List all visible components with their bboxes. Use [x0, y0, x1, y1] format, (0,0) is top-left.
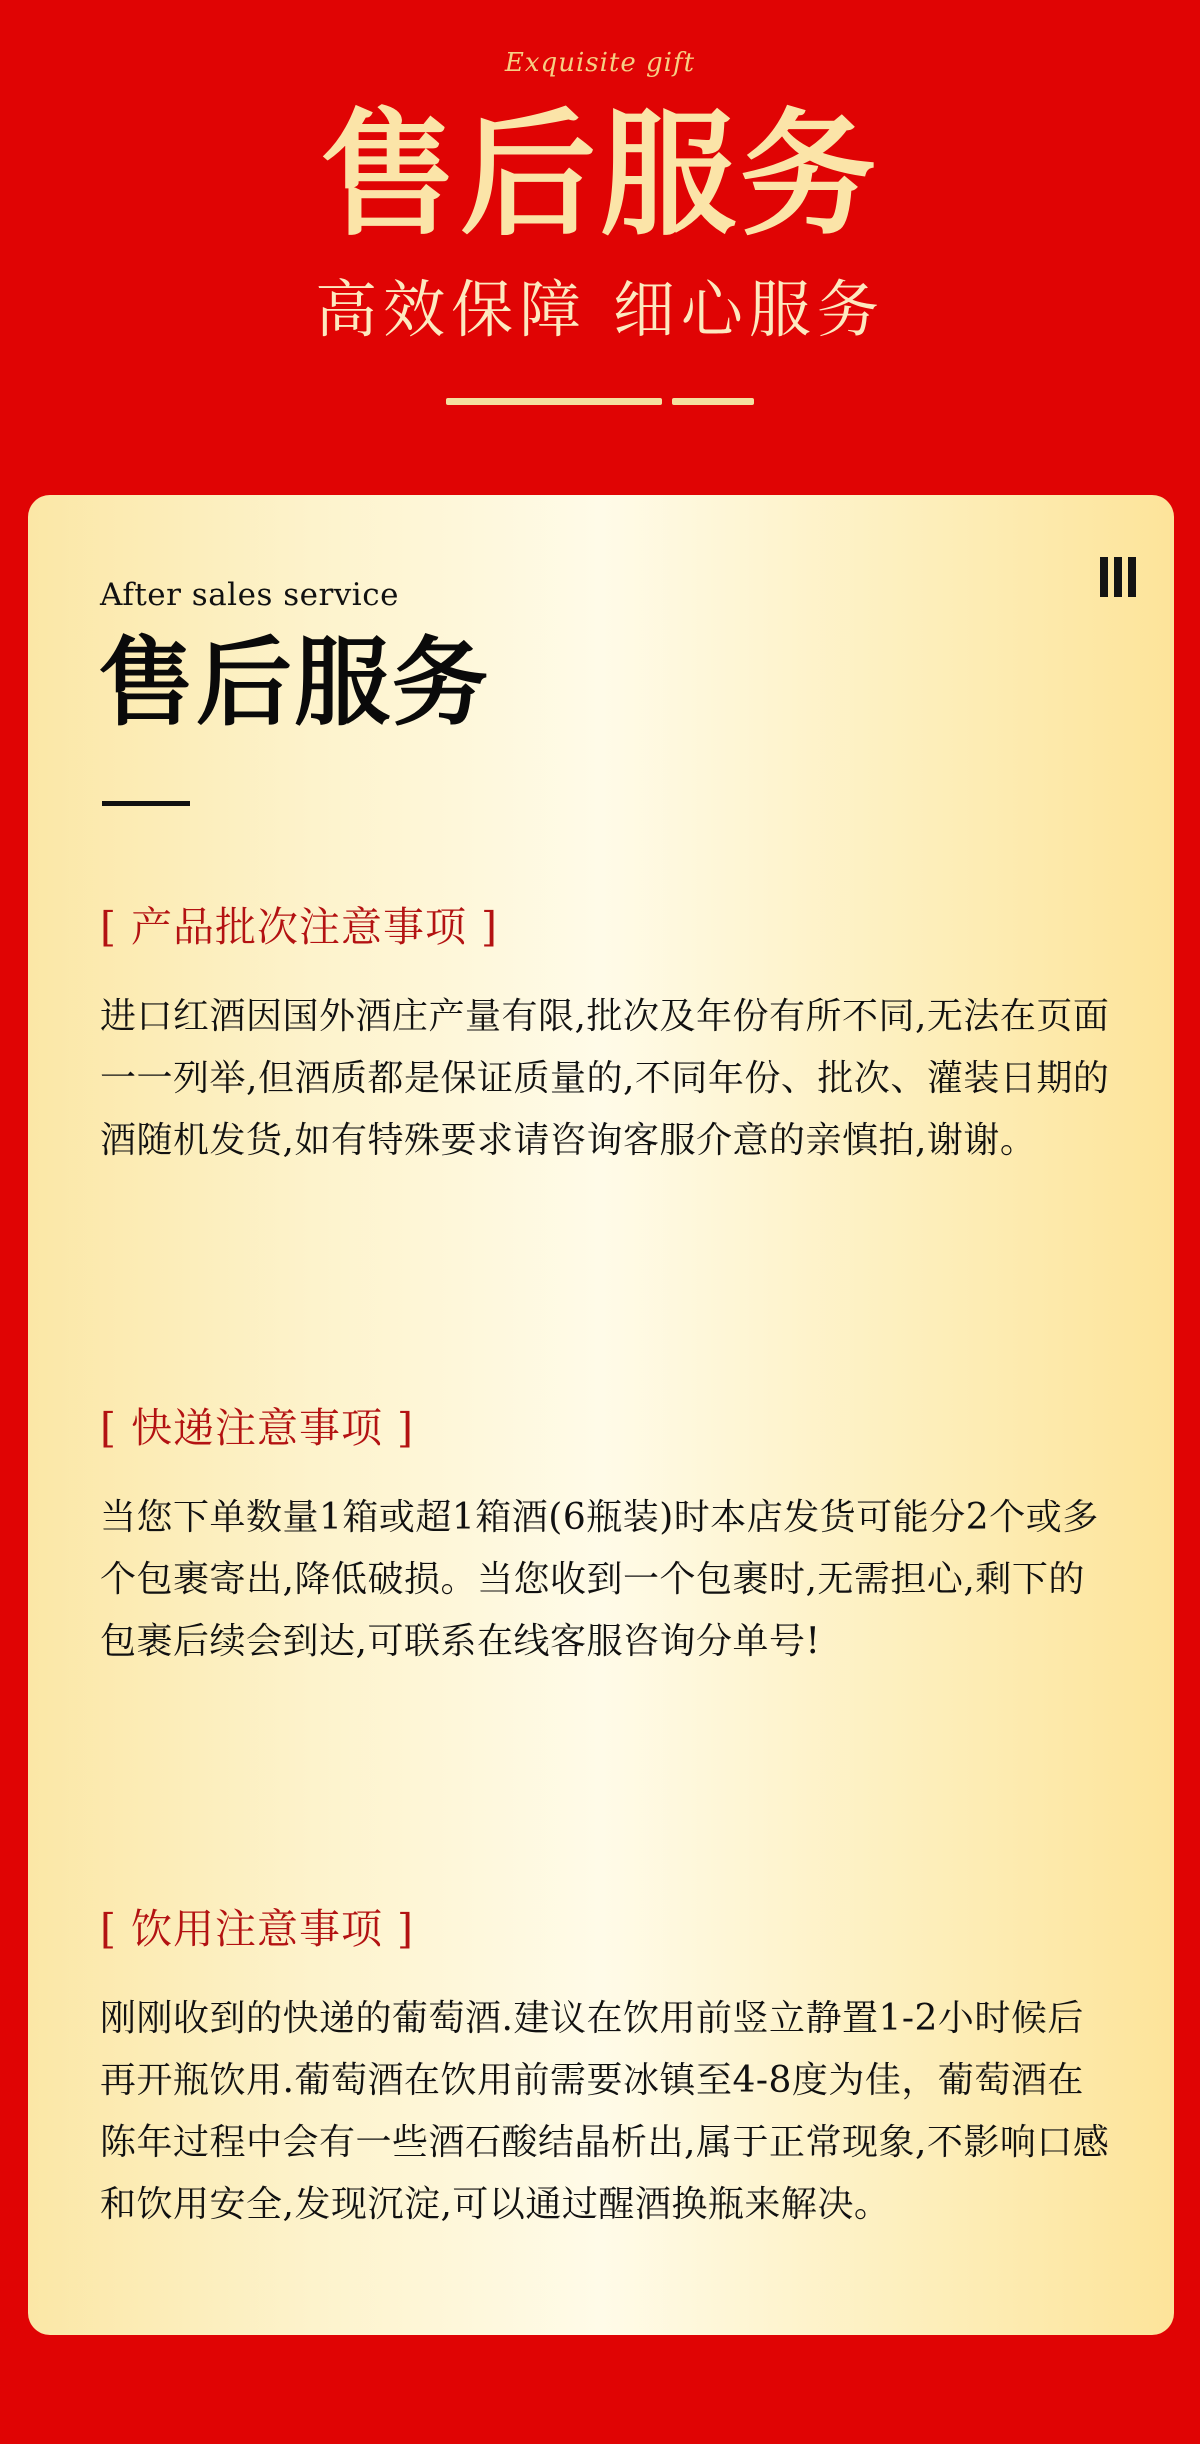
decorative-bar-short: [672, 398, 754, 405]
section-title: [ 饮用注意事项 ]: [100, 1905, 415, 1953]
title-divider: [102, 801, 190, 806]
card-title: 售后服务: [98, 626, 490, 739]
menu-bars-icon: [1098, 557, 1138, 597]
after-sales-card: [28, 495, 1174, 2335]
section-title: [ 产品批次注意事项 ]: [100, 903, 499, 951]
section-body: 刚刚收到的快递的葡萄酒.建议在饮用前竖立静置1-2小时候后再开瓶饮用.葡萄酒在饮用前需要冰镇至4-8度为佳，葡萄酒在陈年过程中会有一些酒石酸结晶析出,属于正常现象,不影响口感和饮用安全,发现沉淀,可以通过醒酒换瓶来解决。: [100, 1998, 1110, 2225]
section-body: 进口红酒因国外酒庄产量有限,批次及年份有所不同,无法在页面一一列举,但酒质都是保证质量的,不同年份、批次、灌装日期的酒随机发货,如有特殊要求请咨询客服介意的亲慎拍,谢谢。: [100, 996, 1110, 1161]
decorative-bar-long: [446, 398, 662, 405]
section-shipping: [100, 1401, 1110, 1673]
hero-banner: [0, 0, 1200, 495]
card-eyebrow: After sales service: [100, 577, 399, 613]
section-drinking: [100, 1902, 1110, 2236]
section-product-batch: [100, 900, 1110, 1172]
section-title: [ 快递注意事项 ]: [100, 1404, 415, 1452]
hero-eyebrow: Exquisite gift: [504, 48, 696, 78]
section-body: 当您下单数量1箱或超1箱酒(6瓶装)时本店发货可能分2个或多个包裹寄出,降低破损。当您收到一个包裹时,无需担心,剩下的包裹后续会到达,可联系在线客服咨询分单号!: [100, 1497, 1099, 1662]
hero-title: 售后服务: [320, 95, 880, 255]
hero-subtitle: 高效保障 细心服务: [315, 273, 885, 346]
